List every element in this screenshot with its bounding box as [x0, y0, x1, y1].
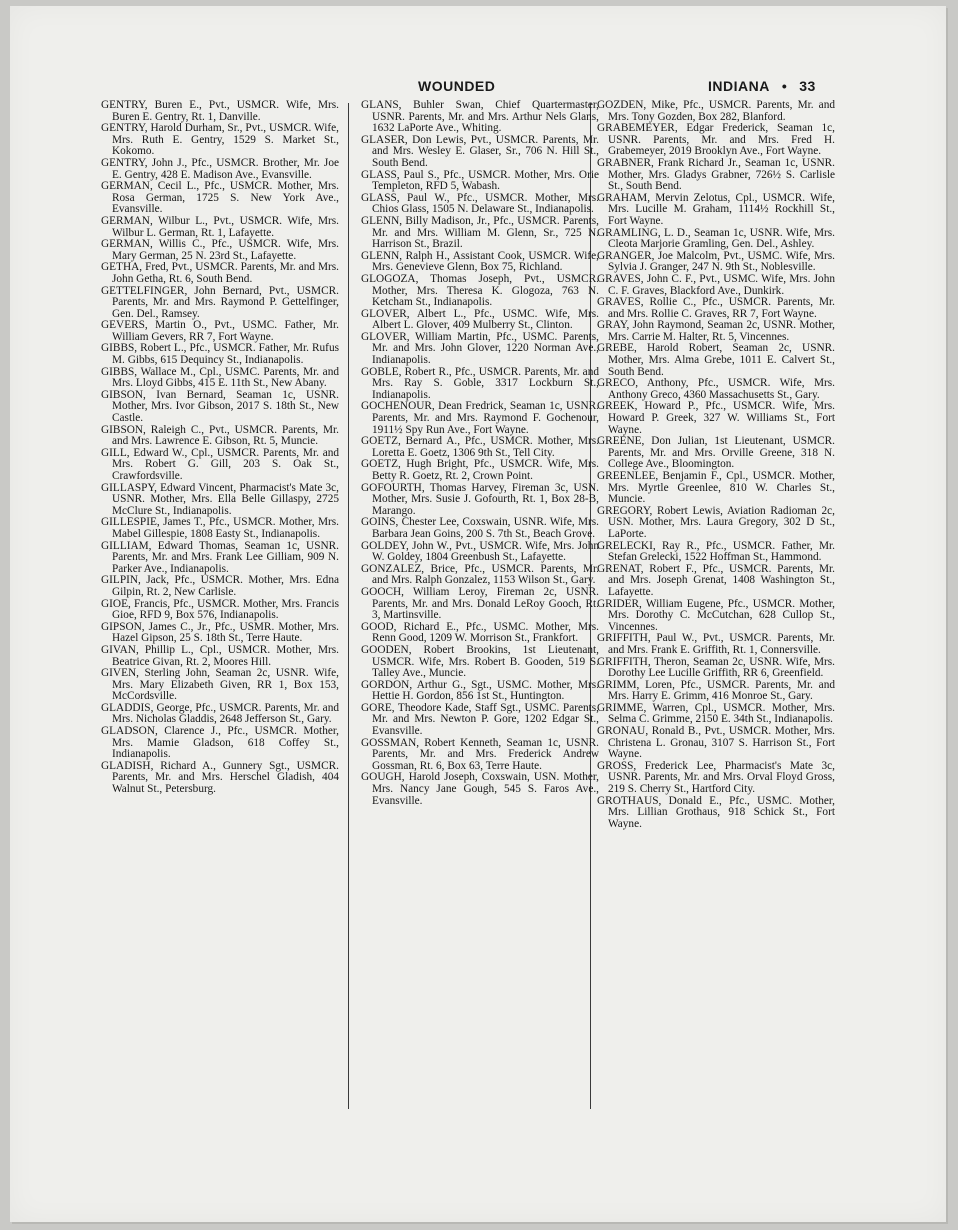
- casualty-entry: GOZDEN, Mike, Pfc., USMCR. Parents, Mr. and Mrs. Tony Gozden, Box 282, Blanford.: [597, 99, 835, 123]
- section-title: WOUNDED: [418, 78, 496, 94]
- casualty-entry: GREEK, Howard P., Pfc., USMCR. Wife, Mrs. Howard P. Greek, 327 W. Williams St., Fort Wayne.: [597, 400, 835, 436]
- casualty-entry: GRAY, John Raymond, Seaman 2c, USNR. Mother, Mrs. Carrie M. Halter, Rt. 5, Vincennes.: [597, 319, 835, 343]
- casualty-entry: GOFOURTH, Thomas Harvey, Fireman 3c, USN. Mother, Mrs. Susie J. Gofourth, Rt. 1, Box 28-B, Marango.: [361, 481, 599, 517]
- casualty-entry: GRABNER, Frank Richard Jr., Seaman 1c, USNR. Mother, Mrs. Gladys Grabner, 726½ S. Carlisle St., South Bend.: [597, 156, 835, 193]
- casualty-entry: GOBLE, Robert R., Pfc., USMCR. Parents, Mr. and Mrs. Ray S. Goble, 3317 Lockburn St., Indianapolis.: [361, 365, 599, 401]
- casualty-entry: GRONAU, Ronald B., Pvt., USMCR. Mother, Mrs. Christena L. Gronau, 3107 S. Harrison St., Fort Wayne.: [597, 725, 835, 761]
- casualty-entry: GORDON, Arthur G., Sgt., USMC. Mother, Mrs. Hettie H. Gordon, 856 1st St., Huntington.: [361, 678, 599, 703]
- casualty-entry: GLASER, Don Lewis, Pvt., USMCR. Parents, Mr. and Mrs. Wesley E. Glaser, Sr., 706 N. Hill St., South Bend.: [361, 133, 599, 169]
- column-3: [597, 100, 835, 830]
- casualty-entry: GRAHAM, Mervin Zelotus, Cpl., USMCR. Wife, Mrs. Lucille M. Graham, 1114½ Rockhill St., Fort Wayne.: [597, 191, 835, 227]
- casualty-entry: GRELECKI, Ray R., Pfc., USMCR. Father, Mr. Stefan Grelecki, 1522 Hoffman St., Hammond.: [597, 539, 835, 564]
- casualty-entry: GOOD, Richard E., Pfc., USMC. Mother, Mrs. Renn Good, 1209 W. Morrison St., Frankfort.: [361, 620, 599, 645]
- casualty-entry: GEVERS, Martin O., Pvt., USMC. Father, Mr. William Gevers, RR 7, Fort Wayne.: [101, 319, 339, 343]
- casualty-entry: GENTRY, John J., Pfc., USMCR. Brother, Mr. Joe E. Gentry, 428 E. Madison Ave., Evansville.: [101, 156, 339, 181]
- casualty-entry: GIOE, Francis, Pfc., USMCR. Mother, Mrs. Francis Gioe, RFD 9, Box 576, Indianapolis.: [101, 597, 339, 622]
- casualty-entry: GREENE, Don Julian, 1st Lieutenant, USMCR. Parents, Mr. and Mrs. Orville Greene, 318 N. College Ave., Bloomington.: [597, 435, 835, 471]
- casualty-entry: GLOGOZA, Thomas Joseph, Pvt., USMCR. Mother, Mrs. Theresa K. Glogoza, 763 N. Ketcham St., Indianapolis.: [361, 272, 599, 309]
- casualty-entry: GIPSON, James C., Jr., Pfc., USMR. Mother, Mrs. Hazel Gipson, 25 S. 18th St., Terre Haute.: [101, 620, 339, 645]
- casualty-entry: GRIMME, Warren, Cpl., USMCR. Mother, Mrs. Selma C. Grimme, 2150 E. 34th St., Indianapolis.: [597, 701, 835, 726]
- casualty-entry: GIVAN, Phillip L., Cpl., USMCR. Mother, Mrs. Beatrice Givan, Rt. 2, Moores Hill.: [101, 643, 339, 668]
- casualty-entry: GRENAT, Robert F., Pfc., USMCR. Parents, Mr. and Mrs. Joseph Grenat, 1408 Washington St., Lafayette.: [597, 562, 835, 598]
- casualty-entry: GRAMLING, L. D., Seaman 1c, USNR. Wife, Mrs. Cleota Marjorie Gramling, Gen. Del., Ashley.: [597, 226, 835, 251]
- casualty-entry: GRAVES, John C. F., Pvt., USMC. Wife, Mrs. John C. F. Graves, Blackford Ave., Dunkirk.: [597, 272, 835, 297]
- casualty-entry: GIBSON, Ivan Bernard, Seaman 1c, USNR. Mother, Mrs. Ivor Gibson, 2017 S. 18th St., New Castle.: [101, 388, 339, 425]
- casualty-entry: GETTELFINGER, John Bernard, Pvt., USMCR. Parents, Mr. and Mrs. Raymond P. Gettelfinger, Gen. Del., Ramsey.: [101, 284, 339, 320]
- casualty-entry: GENTRY, Harold Durham, Sr., Pvt., USMCR. Wife, Mrs. Ruth E. Gentry, 1529 S. Market St., Kokomo.: [101, 122, 339, 158]
- casualty-entry: GLADSON, Clarence J., Pfc., USMCR. Mother, Mrs. Mamie Gladson, 618 Coffey St., Indianapolis.: [101, 725, 339, 761]
- casualty-entry: GOINS, Chester Lee, Coxswain, USNR. Wife, Mrs. Barbara Jean Goins, 200 S. 7th St., Beach Grove.: [361, 516, 599, 540]
- casualty-entry: GOUGH, Harold Joseph, Coxswain, USN. Mother, Mrs. Nancy Jane Gough, 545 S. Faros Ave., Evansville.: [361, 771, 599, 807]
- casualty-entry: GOOCH, William Leroy, Fireman 2c, USNR. Parents, Mr. and Mrs. Donald LeRoy Gooch, Rt. 3, Martinsville.: [361, 585, 599, 622]
- casualty-entry: GILLIAM, Edward Thomas, Seaman 1c, USNR. Parents, Mr. and Mrs. Frank Lee Gilliam, 909 N. Parker Ave., Indianapolis.: [101, 539, 339, 575]
- casualty-entry: GOCHENOUR, Dean Fredrick, Seaman 1c, USNR. Parents, Mr. and Mrs. Raymond F. Gochenour, 1911½ Spy Run Ave., Fort Wayne.: [361, 400, 599, 436]
- page-number: 33: [799, 78, 816, 94]
- casualty-entry: GRIMM, Loren, Pfc., USMCR. Parents, Mr. and Mrs. Harry E. Grimm, 416 Monroe St., Gary.: [597, 678, 835, 703]
- casualty-entry: GRABEMEYER, Edgar Frederick, Seaman 1c, USNR. Parents, Mr. and Mrs. Fred H. Grabemeyer, 2019 Brooklyn Ave., Fort Wayne.: [597, 122, 835, 158]
- casualty-entry: GLENN, Ralph H., Assistant Cook, USMCR. Wife, Mrs. Genevieve Glenn, Box 75, Richland.: [361, 249, 599, 274]
- casualty-entry: GRIFFITH, Paul W., Pvt., USMCR. Parents, Mr. and Mrs. Frank E. Griffith, Rt. 1, Connersville.: [597, 632, 835, 656]
- casualty-entry: GOODEN, Robert Brookins, 1st Lieutenant, USMCR. Wife, Mrs. Robert B. Gooden, 519 S. Talley Ave., Muncie.: [361, 643, 599, 680]
- casualty-entry: GONZALEZ, Brice, Pfc., USMCR. Parents, Mr. and Mrs. Ralph Gonzalez, 1153 Wilson St., Gary.: [361, 562, 599, 587]
- casualty-entry: GLOVER, William Martin, Pfc., USMC. Parents, Mr. and Mrs. John Glover, 1220 Norman Ave., Indianapolis.: [361, 330, 599, 367]
- casualty-entry: GIBSON, Raleigh C., Pvt., USMCR. Parents, Mr. and Mrs. Lawrence E. Gibson, Rt. 5, Muncie.: [101, 423, 339, 448]
- casualty-entry: GILPIN, Jack, Pfc., USMCR. Mother, Mrs. Edna Gilpin, Rt. 2, New Carlisle.: [101, 574, 339, 598]
- running-header: [708, 78, 816, 94]
- casualty-entry: GROSS, Frederick Lee, Pharmacist's Mate 3c, USNR. Parents, Mr. and Mrs. Orval Floyd Gross, 219 S. Cherry St., Hartford City.: [597, 759, 835, 796]
- casualty-entry: GERMAN, Cecil L., Pfc., USMCR. Mother, Mrs. Rosa German, 1725 S. New York Ave., Evansville.: [101, 180, 339, 216]
- casualty-entry: GRAVES, Rollie C., Pfc., USMCR. Parents, Mr. and Mrs. Rollie C. Graves, RR 7, Fort Wayne.: [597, 296, 835, 320]
- casualty-entry: GRANGER, Joe Malcolm, Pvt., USMC. Wife, Mrs. Sylvia J. Granger, 247 N. 9th St., Noblesville.: [597, 249, 835, 274]
- column-divider-1: [348, 103, 349, 1109]
- casualty-entry: GLADISH, Richard A., Gunnery Sgt., USMCR. Parents, Mr. and Mrs. Herschel Gladish, 404 Walnut St., Petersburg.: [101, 759, 339, 796]
- column-1: [101, 100, 339, 796]
- casualty-entry: GREBE, Harold Robert, Seaman 2c, USNR. Mother, Mrs. Alma Grebe, 1011 E. Calvert St., South Bend.: [597, 342, 835, 378]
- casualty-entry: GILLESPIE, James T., Pfc., USMCR. Mother, Mrs. Mabel Gillespie, 1808 Easty St., Indianapolis.: [101, 516, 339, 540]
- casualty-entry: GROTHAUS, Donald E., Pfc., USMC. Mother, Mrs. Lillian Grothaus, 918 Schick St., Fort Wayne.: [597, 794, 835, 830]
- casualty-entry: GENTRY, Buren E., Pvt., USMCR. Wife, Mrs. Buren E. Gentry, Rt. 1, Danville.: [101, 99, 339, 123]
- casualty-entry: GOETZ, Hugh Bright, Pfc., USMCR. Wife, Mrs. Betty R. Goetz, Rt. 2, Crown Point.: [361, 458, 599, 482]
- casualty-entry: GLADDIS, George, Pfc., USMCR. Parents, Mr. and Mrs. Nicholas Gladdis, 2648 Jefferson St., Gary.: [101, 701, 339, 726]
- casualty-entry: GORE, Theodore Kade, Staff Sgt., USMC. Parents, Mr. and Mrs. Newton P. Gore, 1202 Edgar St., Evansville.: [361, 701, 599, 738]
- casualty-entry: GREENLEE, Benjamin F., Cpl., USMCR. Mother, Mrs. Myrtle Greenlee, 810 W. Charles St., Muncie.: [597, 470, 835, 506]
- casualty-entry: GLANS, Buhler Swan, Chief Quartermaster, USNR. Parents, Mr. and Mrs. Arthur Nels Glans, 1632 LaPorte Ave., Whiting.: [361, 99, 599, 135]
- casualty-entry: GRECO, Anthony, Pfc., USMCR. Wife, Mrs. Anthony Greco, 4360 Massachusetts St., Gary.: [597, 377, 835, 401]
- casualty-entry: GLASS, Paul W., Pfc., USMCR. Mother, Mrs. Chios Glass, 1505 N. Delaware St., Indianapolis.: [361, 191, 599, 216]
- casualty-entry: GOSSMAN, Robert Kenneth, Seaman 1c, USNR. Parents, Mr. and Mrs. Frederick Andrew Gossman, Rt. 6, Box 63, Terre Haute.: [361, 736, 599, 772]
- casualty-entry: GOETZ, Bernard A., Pfc., USMCR. Mother, Mrs. Loretta E. Goetz, 1306 9th St., Tell City.: [361, 435, 599, 459]
- casualty-entry: GERMAN, Willis C., Pfc., USMCR. Wife, Mrs. Mary German, 25 N. 23rd St., Lafayette.: [101, 238, 339, 262]
- casualty-entry: GERMAN, Wilbur L., Pvt., USMCR. Wife, Mrs. Wilbur L. German, Rt. 1, Lafayette.: [101, 214, 339, 239]
- casualty-entry: GILLASPY, Edward Vincent, Pharmacist's Mate 3c, USNR. Mother, Mrs. Ella Belle Gillaspy, 2725 McClure St., Indianapolis.: [101, 481, 339, 517]
- casualty-entry: GREGORY, Robert Lewis, Aviation Radioman 2c, USN. Mother, Mrs. Laura Gregory, 302 D St., LaPorte.: [597, 504, 835, 540]
- casualty-entry: GILL, Edward W., Cpl., USMCR. Parents, Mr. and Mrs. Robert G. Gill, 203 S. Oak St., Crawfordsville.: [101, 446, 339, 482]
- casualty-entry: GLOVER, Albert L., Pfc., USMC. Wife, Mrs. Albert L. Glover, 409 Mulberry St., Clinton.: [361, 307, 599, 332]
- casualty-entry: GIVEN, Sterling John, Seaman 2c, USNR. Wife, Mrs. Mary Elizabeth Given, RR 1, Box 153, McCordsville.: [101, 667, 339, 703]
- casualty-entry: GLENN, Billy Madison, Jr., Pfc., USMCR. Parents, Mr. and Mrs. William M. Glenn, Sr., 725 N. Harrison St., Brazil.: [361, 214, 599, 251]
- casualty-entry: GOLDEY, John W., Pvt., USMCR. Wife, Mrs. John W. Goldey, 1804 Greenbush St., Lafayette.: [361, 539, 599, 564]
- header-bullet: •: [781, 78, 788, 94]
- casualty-entry: GRIFFITH, Theron, Seaman 2c, USNR. Wife, Mrs. Dorothy Lee Lucille Griffith, RR 6, Greenfield.: [597, 655, 835, 680]
- casualty-entry: GLASS, Paul S., Pfc., USMCR. Mother, Mrs. Orie Templeton, RFD 5, Wabash.: [361, 168, 599, 193]
- casualty-entry: GIBBS, Robert L., Pfc., USMCR. Father, Mr. Rufus M. Gibbs, 615 Dequincy St., Indianapolis.: [101, 342, 339, 367]
- casualty-entry: GRIDER, William Eugene, Pfc., USMCR. Mother, Mrs. Dorothy C. McCutchan, 628 Cullop St., Vincennes.: [597, 597, 835, 633]
- column-2: [361, 100, 599, 807]
- state-name: INDIANA: [708, 78, 770, 94]
- casualty-entry: GETHA, Fred, Pvt., USMCR. Parents, Mr. and Mrs. John Getha, Rt. 6, South Bend.: [101, 261, 339, 285]
- casualty-entry: GIBBS, Wallace M., Cpl., USMC. Parents, Mr. and Mrs. Lloyd Gibbs, 415 E. 11th St., New Abany.: [101, 365, 339, 390]
